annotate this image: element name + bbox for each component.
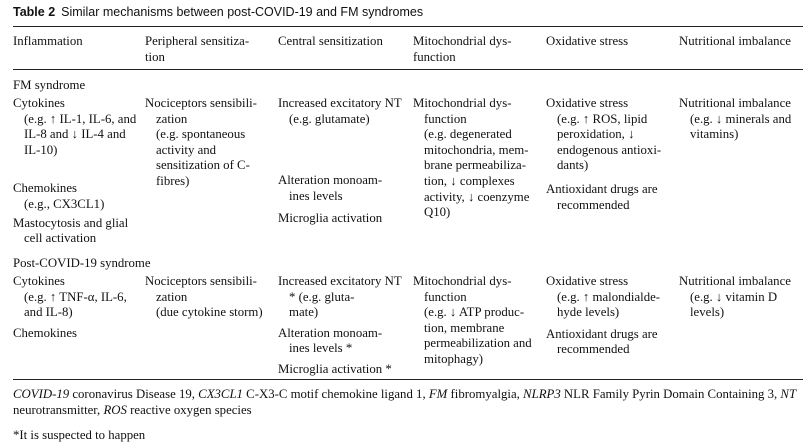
abbrev-term: COVID-19 (13, 387, 70, 401)
fm-peripheral-cell: Nociceptors sensibili- zation (e.g. spontaneous activity and sensitization of C-fibres) (145, 96, 257, 188)
abbrev-term: ROS (103, 403, 127, 417)
abbrev-definition: fibromyalgia, (447, 387, 524, 401)
abbrev-definition: C-X3-C motif chemokine ligand 1, (242, 387, 429, 401)
header-inflammation: Inflammation (13, 34, 83, 48)
table-caption (13, 4, 803, 20)
abbrev-definition: neurotransmitter, (13, 403, 104, 417)
pc-mitochondrial-cell: Mitochondrial dys- function (e.g. ↓ ATP produc- tion, membrane permeabilization and mitophagy) (413, 274, 532, 366)
pc-oxidative-cell: Oxidative stress (e.g. ↑ malondialde- hyde levels) Antioxidant drugs are recommended (546, 274, 661, 357)
header-peripheral: Peripheral sensitiza- tion (145, 34, 250, 64)
header-oxidative: Oxidative stress (546, 34, 629, 48)
header-rule (13, 69, 803, 70)
abbreviations-footnote (13, 386, 803, 418)
pc-nutritional-cell: Nutritional imbalance (e.g. ↓ vitamin D levels) (679, 274, 791, 320)
table-figure (13, 4, 803, 442)
abbrev-definition: coronavirus Disease 19, (69, 387, 199, 401)
header-row (13, 34, 803, 68)
bottom-rule (13, 379, 803, 380)
pc-peripheral-cell: Nociceptors sensibili- zation (due cytokine storm) (145, 274, 263, 320)
section-postcovid-label: Post-COVID-19 syndrome (13, 256, 151, 270)
abbrev-term: NT (780, 387, 797, 401)
pc-central-cell: Increased excitatory NT * (e.g. gluta- mate) Alteration monoam- ines levels * Microglia activation * (278, 274, 402, 376)
abbrev-term: CX3CL1 (198, 387, 243, 401)
abbrev-term: NLRP3 (523, 387, 561, 401)
table-title: Similar mechanisms between post-COVID-19 and FM syndromes (61, 5, 424, 19)
abbrev-definition: NLR Family Pyrin Domain Containing 3, (560, 387, 781, 401)
asterisk-footnote: *It is suspected to happen (13, 428, 146, 442)
header-mitochondrial: Mitochondrial dys- function (413, 34, 512, 64)
fm-central-cell: Increased excitatory NT (e.g. glutamate) Alteration monoam- ines levels Microglia activation (278, 96, 402, 226)
section-fm-label: FM syndrome (13, 78, 86, 92)
header-central: Central sensitization (278, 34, 383, 48)
abbrev-definition: reactive oxygen species (126, 403, 252, 417)
table-label: Table 2 (13, 5, 56, 19)
header-nutritional: Nutritional imbalance (679, 34, 791, 48)
fm-inflammation-cell: Cytokines (e.g. ↑ IL-1, IL-6, and IL-8 and ↓ IL-4 and IL-10) Chemokines (e.g., CX3CL1) Mastocytosis and glial cell activation (13, 96, 137, 246)
fm-nutritional-cell: Nutritional imbalance (e.g. ↓ minerals and vitamins) (679, 96, 792, 142)
fm-oxidative-cell: Oxidative stress (e.g. ↑ ROS, lipid peroxidation, ↓ endogenous antioxi- dants) Antioxidant drugs are recommended (546, 96, 662, 212)
fm-mitochondrial-cell: Mitochondrial dys- function (e.g. degenerated mitochondria, mem- brane permeabiliza- tion, ↓ complexes activity, ↓ coenzyme Q10) (413, 96, 530, 220)
pc-inflammation-cell: Cytokines (e.g. ↑ TNF-α, IL-6, and IL-8) Chemokines (13, 274, 127, 340)
top-rule (13, 26, 803, 27)
abbrev-term: FM (428, 387, 448, 401)
